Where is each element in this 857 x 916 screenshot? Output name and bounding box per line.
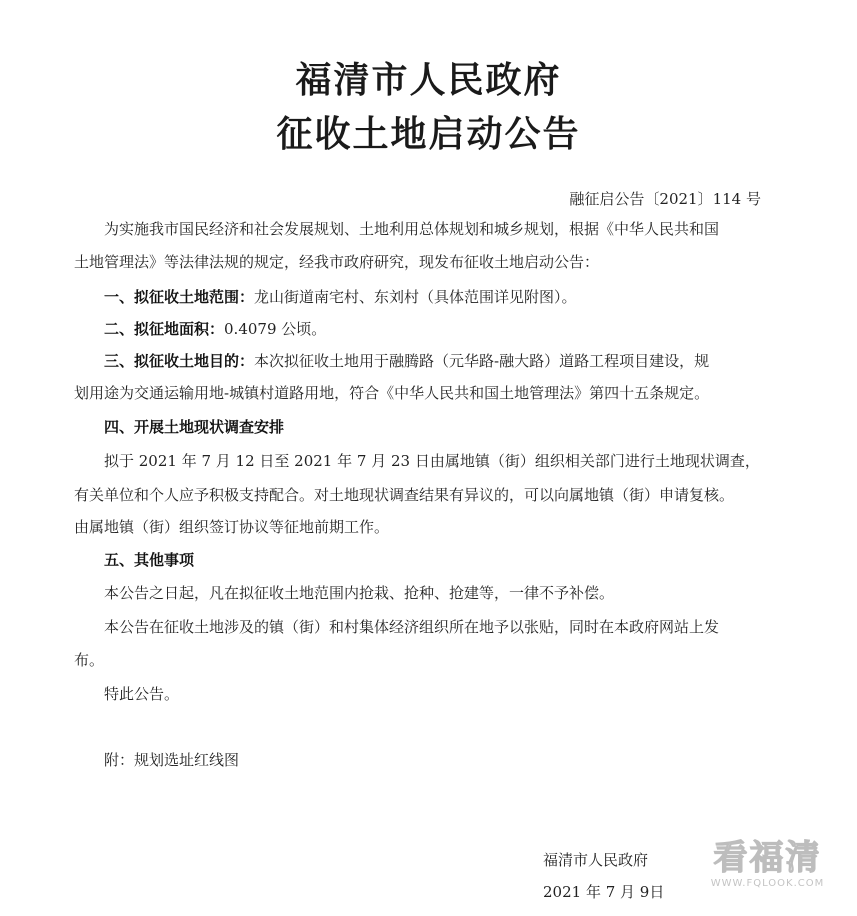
section-1-heading: 一、拟征收土地范围：	[104, 288, 255, 306]
signature-org: 福清市人民政府	[543, 851, 649, 869]
intro-line-2: 土地管理法》等法律法规的规定，经我市政府研究，现发布征收土地启动公告：	[74, 253, 600, 271]
section-5-line-2: 本公告在征收土地涉及的镇（街）和村集体经济组织所在地予以张贴，同时在本政府网站上发	[104, 618, 720, 636]
section-5-line-1: 本公告之日起，凡在拟征收土地范围内抢栽、抢种、抢建等，一律不予补偿。	[104, 584, 615, 602]
section-2	[104, 318, 326, 339]
site-watermark	[700, 838, 835, 889]
section-5-line-3: 布。	[74, 651, 105, 669]
section-3-text-1: 本次拟征收土地用于融腾路（元华路-融大路）道路工程项目建设，规	[254, 352, 710, 370]
section-4-heading: 四、开展土地现状调查安排	[104, 418, 285, 436]
section-4-line-3: 由属地镇（街）组织签订协议等征地前期工作。	[74, 518, 390, 536]
watermark-url: WWW.FQLOOK.COM	[710, 878, 825, 889]
document-number: 融征启公告〔2021〕114 号	[569, 190, 761, 208]
section-2-text: 0.4079 公顷。	[224, 320, 327, 338]
document-title-org: 福清市人民政府	[295, 60, 562, 101]
section-5-heading: 五、其他事项	[104, 551, 195, 569]
document-title-subject: 征收土地启动公告	[276, 114, 581, 155]
section-2-heading: 二、拟征地面积：	[104, 320, 225, 338]
section-4-line-1: 拟于 2021 年 7 月 12 日至 2021 年 7 月 23 日由属地镇（街）组织相关部门进行土地现状调查，	[104, 452, 760, 470]
signature-date: 2021 年 7 月 9日	[543, 883, 665, 901]
attachment-note: 附：规划选址红线图	[104, 751, 240, 769]
section-4-line-2: 有关单位和个人应予积极支持配合。对土地现状调查结果有异议的，可以向属地镇（街）申请复核。	[74, 486, 735, 504]
intro-line-1: 为实施我市国民经济和社会发展规划、土地利用总体规划和城乡规划，根据《中华人民共和国	[104, 220, 720, 238]
watermark-logo-text: 看福清	[713, 838, 822, 878]
section-3-line-2: 划用途为交通运输用地-城镇村道路用地，符合《中华人民共和国土地管理法》第四十五条规定。	[74, 384, 710, 402]
section-1	[104, 286, 577, 307]
closing-text: 特此公告。	[104, 685, 180, 703]
section-3-line-1	[104, 350, 709, 371]
section-3-heading: 三、拟征收土地目的：	[104, 352, 255, 370]
section-1-text: 龙山街道南宅村、东刘村（具体范围详见附图）。	[254, 288, 577, 306]
